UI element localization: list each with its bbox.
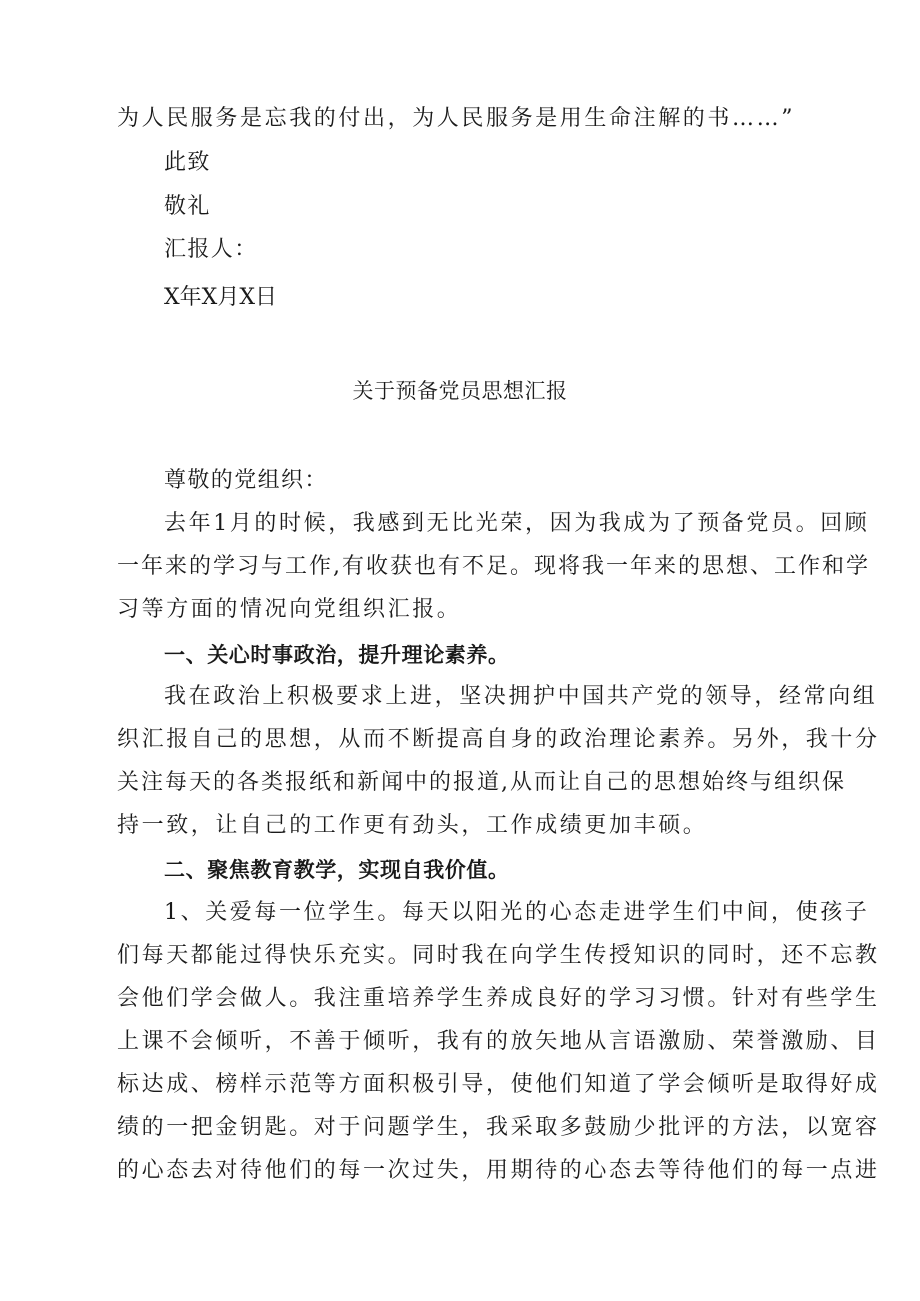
section-1-line: 关注每天的各类报纸和新闻中的报道,从而让自己的思想始终与组织保 — [117, 770, 846, 795]
intro-line: 一年来的学习与工作,有收获也有不足。现将我一年来的思想、工作和学 — [117, 554, 870, 579]
salutation-jingli: 敬礼 — [164, 194, 211, 219]
section-2-line: 上课不会倾听，不善于倾听，我有的放矢地从言语激励、荣誉激励、目 — [117, 1029, 880, 1054]
reporter-label: 汇报人： — [164, 237, 258, 262]
intro-line: 去年1月的时候，我感到无比光荣，因为我成为了预备党员。回顾 — [164, 511, 870, 536]
section-2-line: 1、关爱每一位学生。每天以阳光的心态走进学生们中间，使孩子 — [164, 900, 870, 925]
greeting: 尊敬的党组织： — [164, 468, 328, 493]
section-1-line: 我在政治上积极要求上进，坚决拥护中国共产党的领导，经常向组 — [164, 684, 878, 709]
section-1-line: 持一致，让自己的工作更有劲头，工作成绩更加丰硕。 — [117, 813, 708, 838]
salutation-cizhi: 此致 — [164, 150, 211, 175]
report-title: 关于预备党员思想汇报 — [352, 379, 568, 403]
section-2-line: 绩的一把金钥匙。对于问题学生，我采取多鼓励少批评的方法，以宽容 — [117, 1115, 880, 1140]
section-2-line: 会他们学会做人。我注重培养学生养成良好的学习习惯。针对有些学生 — [117, 986, 880, 1011]
section-1-heading: 一、关心时事政治，提升理论素养。 — [164, 643, 510, 667]
section-2-line: 标达成、榜样示范等方面积极引导，使他们知道了学会倾听是取得好成 — [117, 1072, 880, 1097]
section-2-line: 的心态去对待他们的每一次过失，用期待的心态去等待他们的每一点进 — [117, 1158, 880, 1183]
section-2-line: 们每天都能过得快乐充实。同时我在向学生传授知识的同时，还不忘教 — [117, 943, 880, 968]
intro-line: 习等方面的情况向党组织汇报。 — [117, 597, 462, 622]
report-date: X年X月X日 — [164, 285, 277, 310]
closing-last-line: 为人民服务是忘我的付出，为人民服务是用生命注解的书……” — [117, 106, 796, 131]
section-1-line: 织汇报自己的思想，从而不断提高自身的政治理论素养。另外，我十分 — [117, 727, 880, 752]
section-2-heading: 二、聚焦教育教学，实现自我价值。 — [164, 858, 510, 882]
